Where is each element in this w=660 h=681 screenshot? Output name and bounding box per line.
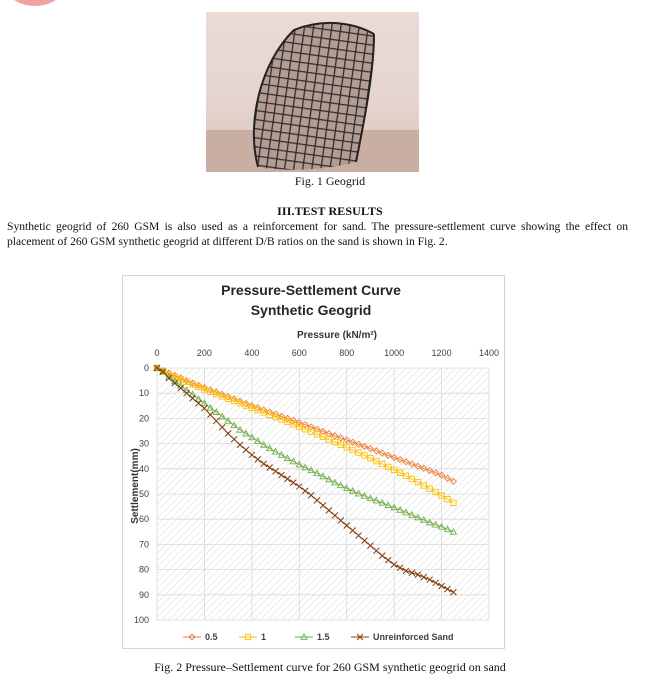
legend-label: 0.5 — [205, 632, 218, 642]
chart-svg — [123, 276, 504, 648]
geogrid-illustration — [206, 12, 419, 172]
body-paragraph: Synthetic geogrid of 260 GSM is also used as a reinforcement for sand. The pressure-settlement curve showing the effect on placement of 260 GSM synthetic geogrid at different D/B ratios on the sand is shown in Fig. 2. — [7, 220, 628, 248]
y-axis-label: Settlement(mm) — [130, 448, 141, 524]
x-axis-label: Pressure (kN/m²) — [296, 330, 378, 341]
legend-label: Unreinforced Sand — [373, 632, 454, 642]
y-tick-label: 20 — [138, 413, 149, 424]
y-tick-label: 100 — [133, 615, 149, 625]
legend-item — [295, 632, 330, 642]
chart-subtitle: Synthetic Geogrid — [250, 302, 372, 318]
chart-title: Pressure-Settlement Curve — [221, 282, 401, 298]
y-tick-label: 0 — [143, 363, 149, 373]
chart-legend — [183, 632, 454, 642]
y-tick-label: 60 — [138, 514, 149, 525]
x-tick-label: 200 — [196, 348, 212, 358]
section-heading: III.TEST RESULTS — [277, 204, 383, 218]
logo-fragment — [0, 0, 76, 10]
x-tick-label: 800 — [339, 348, 355, 358]
y-tick-label: 40 — [138, 463, 149, 474]
legend-item — [351, 632, 454, 642]
x-tick-label: 400 — [244, 348, 260, 358]
y-tick-label: 80 — [138, 564, 149, 575]
y-tick-label: 90 — [138, 589, 149, 600]
x-tick-label: 600 — [291, 348, 307, 358]
geogrid-photo — [206, 12, 419, 172]
figure-1-caption: Fig. 1 Geogrid — [294, 174, 366, 188]
legend-label: 1 — [261, 632, 267, 642]
plot-area — [134, 348, 499, 625]
legend-label: 1.5 — [317, 632, 330, 642]
y-tick-label: 10 — [138, 388, 149, 399]
legend-item — [239, 632, 266, 642]
y-tick-label: 70 — [138, 539, 149, 550]
legend-item — [183, 632, 218, 642]
figure-2-caption: Fig. 2 Pressure–Settlement curve for 260 GSM synthetic geogrid on sand — [154, 660, 506, 674]
x-tick-label: 1400 — [478, 348, 500, 358]
x-tick-label: 1200 — [431, 348, 452, 358]
x-tick-label: 1000 — [384, 348, 405, 358]
y-tick-label: 50 — [138, 489, 149, 499]
pressure-settlement-chart — [122, 275, 505, 649]
y-tick-label: 30 — [138, 438, 149, 449]
x-tick-label: 0 — [154, 348, 160, 358]
